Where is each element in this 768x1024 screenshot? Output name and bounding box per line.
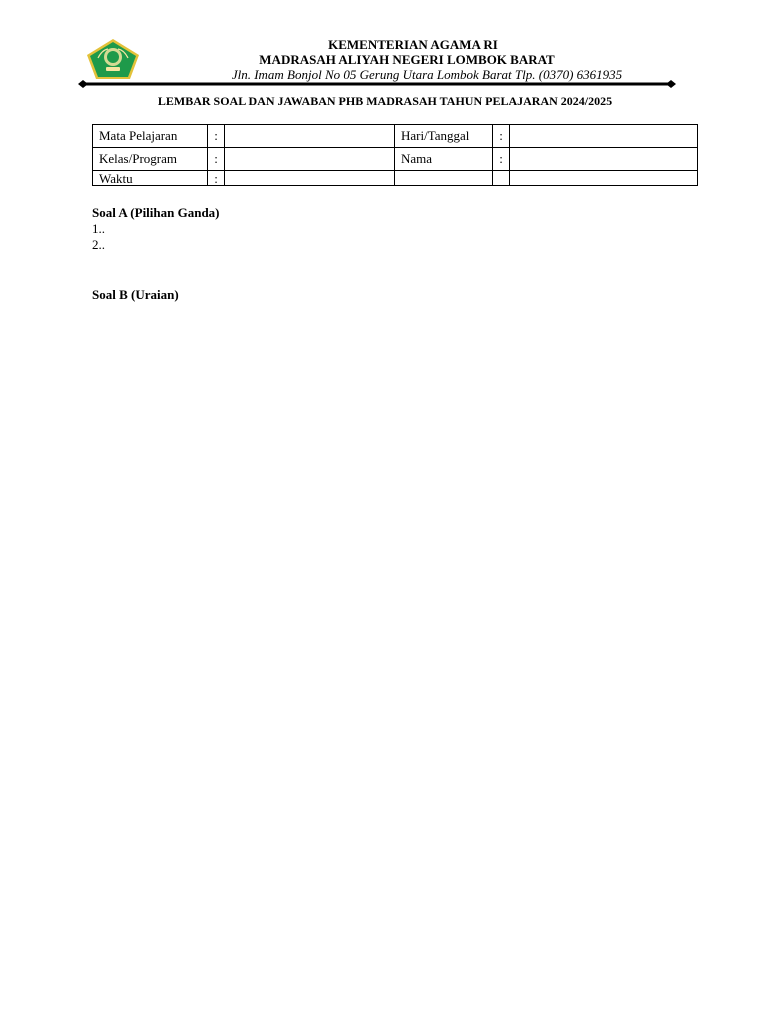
- field-colon: :: [493, 148, 510, 171]
- field-label: Mata Pelajaran: [93, 125, 208, 148]
- field-label: Waktu: [93, 171, 208, 186]
- table-row: [93, 171, 698, 186]
- list-item: 2..: [92, 237, 105, 252]
- mata-pelajaran-field[interactable]: [225, 125, 395, 148]
- kemenag-emblem-icon: [86, 38, 140, 80]
- field-label: Nama: [395, 148, 493, 171]
- table-row: [93, 125, 698, 148]
- field-label: Kelas/Program: [93, 148, 208, 171]
- identity-table: [92, 124, 698, 186]
- document-title: LEMBAR SOAL DAN JAWABAN PHB MADRASAH TAHUN PELAJARAN 2024/2025: [157, 94, 613, 108]
- school-name: MADRASAH ALIYAH NEGERI LOMBOK BARAT: [259, 52, 555, 67]
- waktu-field[interactable]: [225, 171, 395, 186]
- field-colon: :: [208, 148, 225, 171]
- empty-cell: [493, 171, 510, 186]
- section-a-heading: Soal A (Pilihan Ganda): [92, 205, 220, 220]
- empty-cell: [510, 171, 698, 186]
- section-b-heading: Soal B (Uraian): [92, 287, 179, 302]
- nama-field[interactable]: [510, 148, 698, 171]
- table-row: [93, 148, 698, 171]
- field-colon: :: [208, 125, 225, 148]
- kelas-program-field[interactable]: [225, 148, 395, 171]
- school-address: Jln. Imam Bonjol No 05 Gerung Utara Lombok Barat Tlp. (0370) 6361935: [231, 67, 623, 82]
- letterhead-divider: [78, 79, 676, 89]
- list-item: 1..: [92, 221, 105, 236]
- empty-cell: [395, 171, 493, 186]
- hari-tanggal-field[interactable]: [510, 125, 698, 148]
- ministry-name: KEMENTERIAN AGAMA RI: [328, 37, 498, 52]
- field-colon: :: [493, 125, 510, 148]
- field-colon: :: [208, 171, 225, 186]
- field-label: Hari/Tanggal: [395, 125, 493, 148]
